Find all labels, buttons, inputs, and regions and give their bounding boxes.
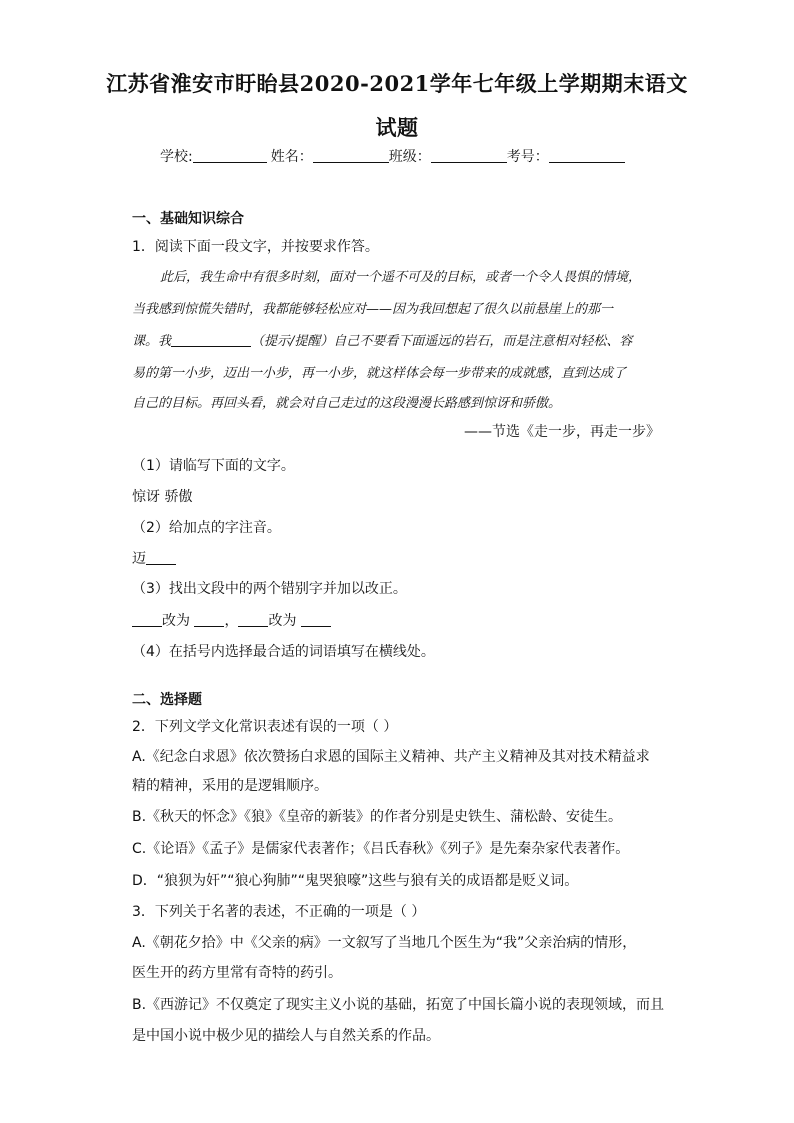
passage-line-3 bbox=[132, 330, 660, 349]
number-label: 考号： bbox=[506, 149, 549, 165]
passage-line-1: 此后，我生命中有很多时刻，面对一个遥不可及的目标，或者一个令人畏惧的情境， bbox=[160, 270, 642, 285]
exam-title-line1: 江苏省淮安市盱眙县2020-2021学年七年级上学期期末语文 bbox=[106, 71, 688, 96]
q3-option-b-line1[interactable]: B.《西游记》不仅奠定了现实主义小说的基础，拓宽了中国长篇小说的表现领域，而且 bbox=[132, 997, 665, 1013]
student-info-row bbox=[160, 146, 625, 166]
passage-blank[interactable] bbox=[171, 332, 251, 347]
passage-line-2: 当我感到惊慌失错时，我都能够轻松应对——因为我回想起了很久以前悬崖上的那一 bbox=[132, 302, 614, 317]
q3-stem: 3．下列关于名著的表述，不正确的一项是（ ） bbox=[132, 904, 426, 920]
q1-sub3-answer bbox=[132, 610, 331, 630]
number-blank[interactable] bbox=[549, 148, 625, 163]
q3-option-a-line1[interactable]: A.《朝花夕拾》中《父亲的病》一文叙写了当地几个医生为“我”父亲治病的情形， bbox=[132, 935, 637, 951]
q1-sub1-text: 惊讶 骄傲 bbox=[132, 489, 193, 505]
pinyin-blank[interactable] bbox=[146, 550, 176, 565]
correct-char-blank-2[interactable] bbox=[301, 612, 331, 627]
class-label: 班级： bbox=[388, 149, 431, 165]
q2-option-d[interactable]: D．“狼狈为奸”“狼心狗肺”“鬼哭狼嚎”这些与狼有关的成语都是贬义词。 bbox=[132, 873, 579, 889]
q1-sub2-answer bbox=[132, 548, 176, 568]
answer-separator: ， bbox=[224, 613, 239, 629]
pinyin-char: 迈 bbox=[132, 551, 146, 567]
section2-heading: 二、选择题 bbox=[132, 692, 202, 708]
school-blank[interactable] bbox=[193, 148, 267, 163]
q1-sub3: （3）找出文段中的两个错别字并加以改正。 bbox=[132, 581, 407, 597]
passage-line-3-end: （提示/提醒）自己不要看下面遥远的岩石，而是注意相对轻松、容 bbox=[251, 334, 633, 349]
school-label: 学校: bbox=[160, 149, 193, 165]
class-blank[interactable] bbox=[431, 148, 507, 163]
name-blank[interactable] bbox=[313, 148, 389, 163]
passage-source: ——节选《走一步，再走一步》 bbox=[464, 424, 660, 440]
section1-heading: 一、基础知识综合 bbox=[132, 211, 244, 227]
q2-option-b[interactable]: B.《秋天的怀念》《狼》《皇帝的新装》的作者分别是史铁生、蒲松龄、安徒生。 bbox=[132, 809, 623, 825]
name-label: 姓名： bbox=[270, 149, 313, 165]
q1-sub2: （2）给加点的字注音。 bbox=[132, 520, 281, 536]
q1-sub1: （1）请临写下面的文字。 bbox=[132, 458, 295, 474]
wrong-char-blank-2[interactable] bbox=[238, 612, 268, 627]
correct-char-blank-1[interactable] bbox=[194, 612, 224, 627]
passage-line-4: 易的第一小步，迈出一小步，再一小步，就这样体会每一步带来的成就感，直到达成了 bbox=[132, 366, 627, 381]
q1-sub4: （4）在括号内选择最合适的词语填写在横线处。 bbox=[132, 644, 435, 660]
q1-stem: 1．阅读下面一段文字，并按要求作答。 bbox=[132, 239, 379, 255]
change-label-1: 改为 bbox=[162, 613, 190, 629]
q3-option-b-line2[interactable]: 是中国小说中极少见的描绘人与自然关系的作品。 bbox=[132, 1028, 440, 1044]
q2-option-a-line1[interactable]: A.《纪念白求恩》依次赞扬白求恩的国际主义精神、共产主义精神及其对技术精益求 bbox=[132, 749, 650, 765]
q3-option-a-line2[interactable]: 医生开的药方里常有奇特的药引。 bbox=[132, 965, 342, 981]
q2-stem: 2．下列文学文化常识表述有误的一项（ ） bbox=[132, 719, 398, 735]
passage-line-3-start: 课。我 bbox=[132, 334, 172, 349]
q2-option-c[interactable]: C.《论语》《孟子》是儒家代表著作；《吕氏春秋》《列子》是先秦杂家代表著作。 bbox=[132, 841, 630, 857]
q2-option-a-line2[interactable]: 精的精神，采用的是逻辑顺序。 bbox=[132, 778, 328, 794]
exam-title-line2: 试题 bbox=[375, 115, 419, 140]
change-label-2: 改为 bbox=[268, 613, 297, 629]
wrong-char-blank-1[interactable] bbox=[132, 612, 162, 627]
passage-line-5: 自己的目标。再回头看，就会对自己走过的这段漫漫长路感到惊讶和骄傲。 bbox=[132, 396, 562, 411]
